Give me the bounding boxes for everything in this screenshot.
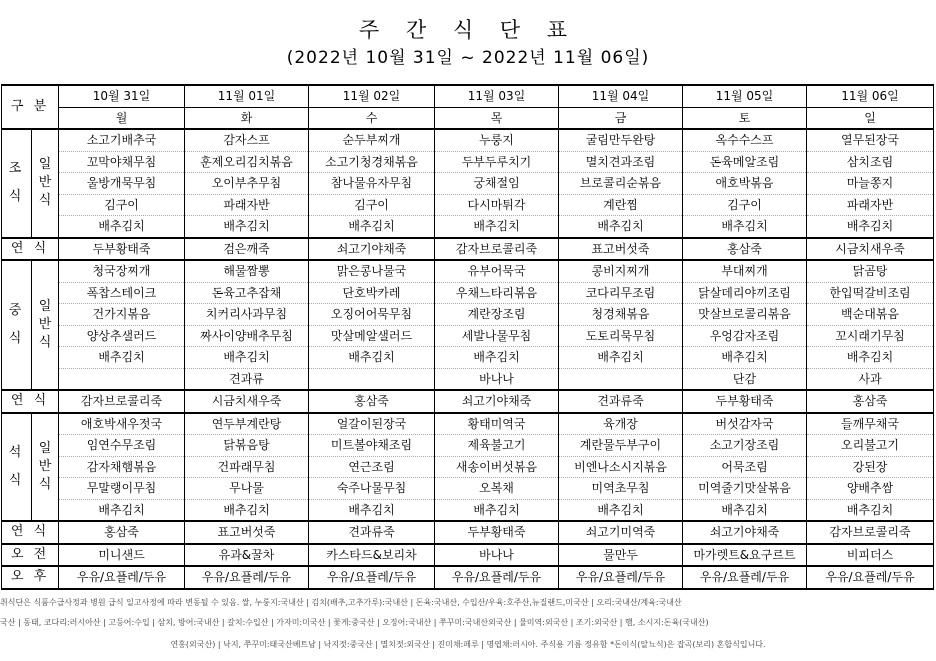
menu-item: 배추김치 [309,499,435,521]
menu-item: 닭볶음탕 [185,435,309,457]
menu-item: 계란찜 [559,194,683,216]
menu-item: 연근조림 [309,456,435,478]
menu-item: 청경채볶음 [559,304,683,326]
menu-item: 표고버섯죽 [559,238,683,261]
menu-item: 양상추샐러드 [59,325,185,347]
dinner-label: 석 식 [2,413,32,522]
menu-item: 유과&꿀차 [185,544,309,567]
menu-item: 소고기장조림 [683,435,807,457]
menu-item: 배추김치 [59,499,185,521]
menu-title: 주 간 식 단 표 [358,18,578,42]
menu-item: 황태미역국 [435,413,559,435]
menu-item: 시금치새우죽 [807,238,934,261]
breakfast-row [2,216,934,238]
menu-item: 두부황태죽 [59,238,185,261]
menu-item: 배추김치 [559,347,683,369]
menu-item: 배추김치 [59,347,185,369]
breakfast-row [2,194,934,216]
menu-item: 맛살브로콜리볶음 [683,304,807,326]
menu-item: 배추김치 [559,216,683,238]
menu-item: 배추김치 [683,499,807,521]
menu-item: 우유/요플레/두유 [559,566,683,589]
menu-item: 배추김치 [185,499,309,521]
menu-item: 배추김치 [185,216,309,238]
menu-item: 배추김치 [435,499,559,521]
menu-item: 검은깨죽 [185,238,309,261]
menu-item: 건파래무침 [185,456,309,478]
menu-item: 계란물두부구이 [559,435,683,457]
dinner-row [2,435,934,457]
menu-item: 누룽지 [435,129,559,151]
menu-item: 순두부찌개 [309,129,435,151]
menu-item: 우유/요플레/두유 [435,566,559,589]
menu-item: 배추김치 [807,216,934,238]
lunch-row [2,325,934,347]
menu-item: 견과류죽 [559,390,683,413]
menu-item: 소고기배추국 [59,129,185,151]
pm-label: 오 후 [2,566,59,589]
menu-item: 오리불고기 [807,435,934,457]
menu-item: 배추김치 [185,347,309,369]
menu-item: 배추김치 [59,216,185,238]
menu-item: 미트볼야채조림 [309,435,435,457]
menu-item: 부대찌개 [683,260,807,282]
day-of-week: 금 [559,107,683,129]
weekly-menu-table [1,84,934,590]
menu-item: 우유/요플레/두유 [683,566,807,589]
snack3-label: 연 식 [2,521,59,544]
menu-item: 코다리무조림 [559,282,683,304]
menu-item [59,368,185,390]
menu-item: 마늘쫑지 [807,173,934,195]
menu-item: 카스타드&보리차 [309,544,435,567]
day-of-week: 화 [185,107,309,129]
menu-item: 오복채 [435,478,559,500]
menu-item: 닭살데리야끼조림 [683,282,807,304]
menu-item: 계란장조림 [435,304,559,326]
category-header: 구 분 [2,85,59,129]
menu-item: 숙주나물무침 [309,478,435,500]
menu-item: 배추김치 [435,216,559,238]
menu-item: 임연수무조림 [59,435,185,457]
menu-item: 육개장 [559,413,683,435]
menu-item: 폭찹스테이크 [59,282,185,304]
menu-item: 바나나 [435,544,559,567]
day-of-week: 월 [59,107,185,129]
menu-item: 우엉감자조림 [683,325,807,347]
day-date: 11월 04일 [559,85,683,107]
footer-note-3: 연홍(외국산) | 낙지, 쭈꾸미:태국산베트남 | 낙지젓:중국산 | 멸치젓:외국산 | 진미채:페루 | 명엽채:러시아. 주식용 기름 정유함 *돈이식(알뇨식)은 잡곡(보리) 혼합식입니다. [170,640,766,649]
menu-item: 바나나 [435,368,559,390]
menu-item: 쇠고기미역죽 [559,521,683,544]
menu-item: 김구이 [683,194,807,216]
menu-item: 콩비지찌개 [559,260,683,282]
menu-item: 배추김치 [309,216,435,238]
menu-item: 연두부계란탕 [185,413,309,435]
menu-item: 홍삼죽 [59,521,185,544]
day-of-week: 토 [683,107,807,129]
menu-item: 우유/요플레/두유 [185,566,309,589]
snack2-row [2,390,934,413]
day-date: 11월 02일 [309,85,435,107]
day-date: 11월 05일 [683,85,807,107]
menu-item: 훈제오리김치볶음 [185,151,309,173]
day-of-week: 수 [309,107,435,129]
menu-item: 새송이버섯볶음 [435,456,559,478]
menu-item: 백순대볶음 [807,304,934,326]
menu-item: 오이부추무침 [185,173,309,195]
header-date-row [2,85,934,107]
menu-item: 감자채햄볶음 [59,456,185,478]
menu-item: 배추김치 [435,347,559,369]
menu-item: 들깨무채국 [807,413,934,435]
menu-item: 우채느타리볶음 [435,282,559,304]
menu-item: 치커리사과무침 [185,304,309,326]
menu-item: 열무된장국 [807,129,934,151]
snack1-label: 연 식 [2,238,59,261]
menu-item: 김구이 [309,194,435,216]
menu-item: 양배추쌈 [807,478,934,500]
menu-item: 감자브로콜리죽 [807,521,934,544]
menu-item: 홍삼죽 [309,390,435,413]
menu-item: 얼갈이된장국 [309,413,435,435]
breakfast-label: 조 식 [2,129,32,238]
menu-item: 짜사이양배추무침 [185,325,309,347]
menu-item: 해물짬뽕 [185,260,309,282]
menu-item: 건가지볶음 [59,304,185,326]
menu-item: 배추김치 [807,499,934,521]
menu-item: 맛살메알샐러드 [309,325,435,347]
menu-item: 유부어묵국 [435,260,559,282]
menu-item: 파래자반 [185,194,309,216]
menu-item: 쇠고기야채죽 [309,238,435,261]
menu-item: 애호박볶음 [683,173,807,195]
menu-item: 우유/요플레/두유 [309,566,435,589]
menu-item: 배추김치 [683,216,807,238]
pm-row [2,566,934,589]
footer-note-1: 취식단은 식품수급사정과 병원 급식 일고사정에 따라 변동될 수 있음. 쌀, 누룽지:국내산 | 김치(배추,고추가루):국내산 | 돈육:국내산, 수입산/우육:호주산,뉴질랜드,미국산 | 오리:국내산/계육:국내산 [0,598,682,607]
breakfast-row [2,173,934,195]
menu-item: 꼬막야채무침 [59,151,185,173]
menu-item: 견과류 [185,368,309,390]
menu-item: 한입떡갈비조림 [807,282,934,304]
lunch-row [2,282,934,304]
am-row [2,544,934,567]
menu-item: 두부황태죽 [683,390,807,413]
menu-item: 울방개묵무침 [59,173,185,195]
menu-item: 파래자반 [807,194,934,216]
menu-item: 미역줄기맛살볶음 [683,478,807,500]
day-date: 11월 06일 [807,85,934,107]
menu-item: 홍삼죽 [683,238,807,261]
menu-item: 마가렛트&요구르트 [683,544,807,567]
menu-item: 배추김치 [559,499,683,521]
menu-item: 청국장찌개 [59,260,185,282]
snack3-row [2,521,934,544]
lunch-row [2,304,934,326]
menu-item: 미역초무침 [559,478,683,500]
day-of-week: 일 [807,107,934,129]
snack1-row [2,238,934,261]
menu-item: 홍삼죽 [807,390,934,413]
menu-item: 김구이 [59,194,185,216]
dinner-row [2,413,934,435]
dinner-sub-label: 일 반 식 [32,413,59,522]
menu-item: 돈육고추잡채 [185,282,309,304]
breakfast-row [2,151,934,173]
menu-item: 궁채절임 [435,173,559,195]
breakfast-row [2,129,934,151]
menu-item: 소고기청경채볶음 [309,151,435,173]
footer-note-2: 국산 | 동태, 코다리:러시아산 | 고등어:수입 | 삼치, 방어:국내산 | 갈치:수입산 | 가자미:미국산 | 꽃게:중국산 | 오징어:국내산 | 쭈꾸미:국내산외국산 | 물미역:외국산 | 조기:외국산 | 햄, 소시지:돈육(국내산) [0,618,709,627]
am-label: 오 전 [2,544,59,567]
menu-item: 배추김치 [683,347,807,369]
lunch-sub-label: 일 반 식 [32,260,59,390]
day-of-week: 목 [435,107,559,129]
menu-item: 무나물 [185,478,309,500]
dinner-row [2,499,934,521]
menu-item: 애호박새우젓국 [59,413,185,435]
day-date: 11월 03일 [435,85,559,107]
menu-item: 굴림만두완탕 [559,129,683,151]
menu-item [559,368,683,390]
menu-item: 강된장 [807,456,934,478]
menu-item: 두부두루치기 [435,151,559,173]
menu-item: 세발나물무침 [435,325,559,347]
menu-item: 꼬시래기무침 [807,325,934,347]
menu-item: 버섯감자국 [683,413,807,435]
menu-item: 물만두 [559,544,683,567]
menu-item: 맑은콩나물국 [309,260,435,282]
menu-item: 감자스프 [185,129,309,151]
menu-item: 미니샌드 [59,544,185,567]
lunch-row [2,260,934,282]
menu-item: 배추김치 [807,347,934,369]
menu-item: 제육불고기 [435,435,559,457]
menu-item: 단호박카레 [309,282,435,304]
menu-item: 돈육메알조림 [683,151,807,173]
menu-item: 비피더스 [807,544,934,567]
menu-item: 멸치견과조림 [559,151,683,173]
menu-item: 견과류죽 [309,521,435,544]
menu-item: 옥수수스프 [683,129,807,151]
lunch-row [2,368,934,390]
menu-item: 삼치조림 [807,151,934,173]
menu-item: 어묵조림 [683,456,807,478]
menu-item: 우유/요플레/두유 [59,566,185,589]
day-date: 10월 31일 [59,85,185,107]
menu-item: 오징어어묵무침 [309,304,435,326]
menu-date-range: (2022년 10월 31일 ~ 2022년 11월 06일) [286,48,650,68]
dinner-row [2,456,934,478]
menu-item: 닭곰탕 [807,260,934,282]
dinner-row [2,478,934,500]
menu-item: 감자브로콜리죽 [59,390,185,413]
breakfast-sub-label: 일 반 식 [32,129,59,238]
header-dow-row [2,107,934,129]
lunch-label: 중 식 [2,260,32,390]
menu-item: 시금치새우죽 [185,390,309,413]
menu-item: 무말랭이무침 [59,478,185,500]
menu-item: 사과 [807,368,934,390]
menu-item: 쇠고기야채죽 [435,390,559,413]
lunch-row [2,347,934,369]
menu-item: 다시마튀각 [435,194,559,216]
menu-item: 브로콜리순볶음 [559,173,683,195]
menu-item: 참나물유자무침 [309,173,435,195]
menu-item: 단감 [683,368,807,390]
menu-item [309,368,435,390]
day-date: 11월 01일 [185,85,309,107]
menu-item: 우유/요플레/두유 [807,566,934,589]
menu-item: 감자브로콜리죽 [435,238,559,261]
menu-item: 표고버섯죽 [185,521,309,544]
menu-item: 도토리묵무침 [559,325,683,347]
menu-item: 배추김치 [309,347,435,369]
menu-item: 비엔나소시지볶음 [559,456,683,478]
snack2-label: 연 식 [2,390,59,413]
menu-item: 쇠고기야채죽 [683,521,807,544]
menu-item: 두부황태죽 [435,521,559,544]
